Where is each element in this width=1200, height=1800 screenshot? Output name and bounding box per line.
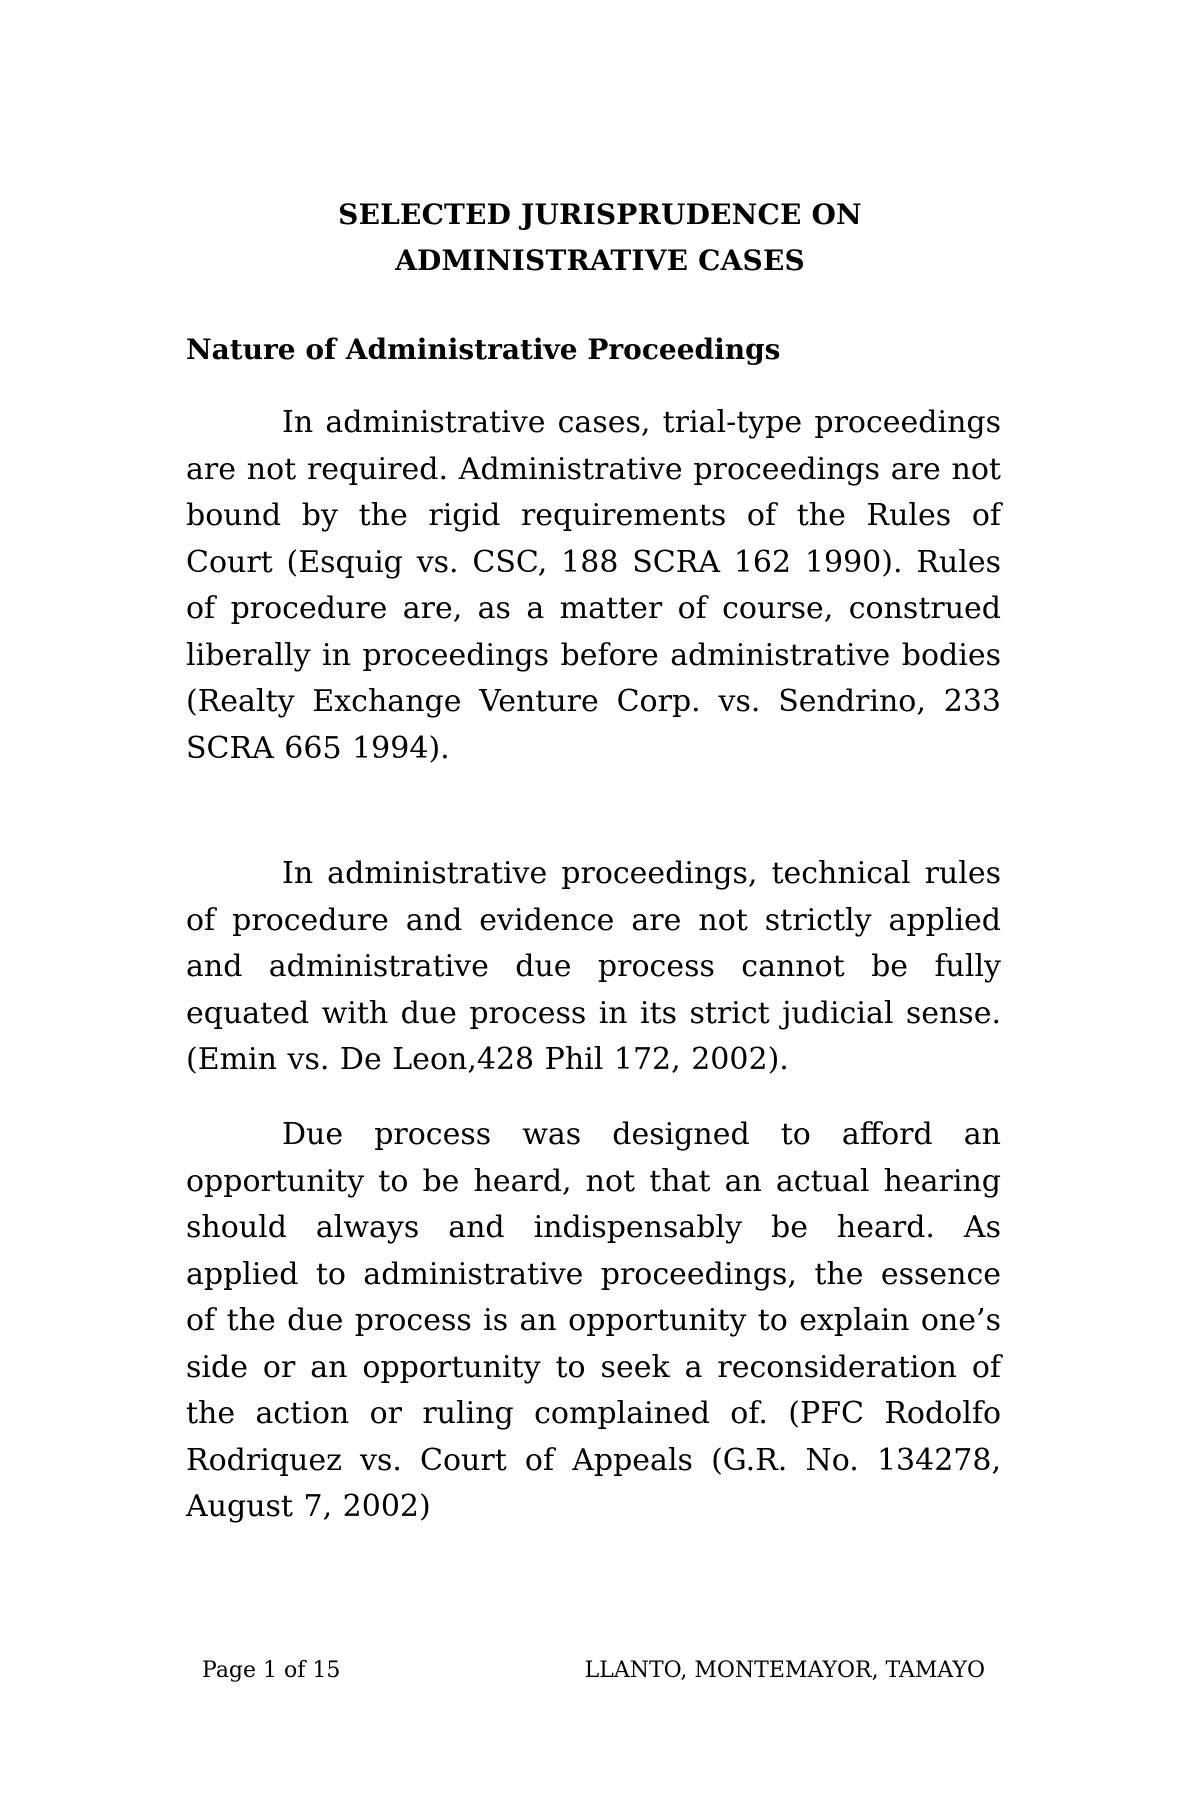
paragraph-3: Due process was designed to afford an opportunity to be heard, not that an actual hearing should always and indispensably be heard. As applied to administrative proceedings, the essence of the due process is an opportunity to explain one’s side or an opportunity to seek a reconsideration of the action or ruling complained of. (PFC Rodolfo Rodriquez vs. Court of Appeals (G.R. No. 134278, August 7, 2002): [186, 1117, 1001, 1524]
title-line-1: SELECTED JURISPRUDENCE ON: [338, 198, 862, 231]
page-number: Page 1 of 15: [202, 1658, 341, 1683]
footer-authors: LLANTO, MONTEMAYOR, TAMAYO: [584, 1658, 985, 1683]
paragraph-2: In administrative proceedings, technical rules of procedure and evidence are not strictly applied and administrative due process cannot be fully equated with due process in its strict judicial sense. (Emin vs. De Leon,428 Phil 172, 2002).: [186, 856, 1001, 1077]
document-title: [0, 192, 1200, 284]
section-heading: Nature of Administrative Proceedings: [186, 333, 781, 366]
paragraph-1: In administrative cases, trial-type proceedings are not required. Administrative proceedings are not bound by the rigid requirements of the Rules of Court (Esquig vs. CSC, 188 SCRA 162 1990). Rules of procedure are, as a matter of course, construed liberally in proceedings before administrative bodies (Realty Exchange Venture Corp. vs. Sendrino, 233 SCRA 665 1994).: [186, 405, 1001, 766]
title-line-2: ADMINISTRATIVE CASES: [395, 244, 805, 277]
